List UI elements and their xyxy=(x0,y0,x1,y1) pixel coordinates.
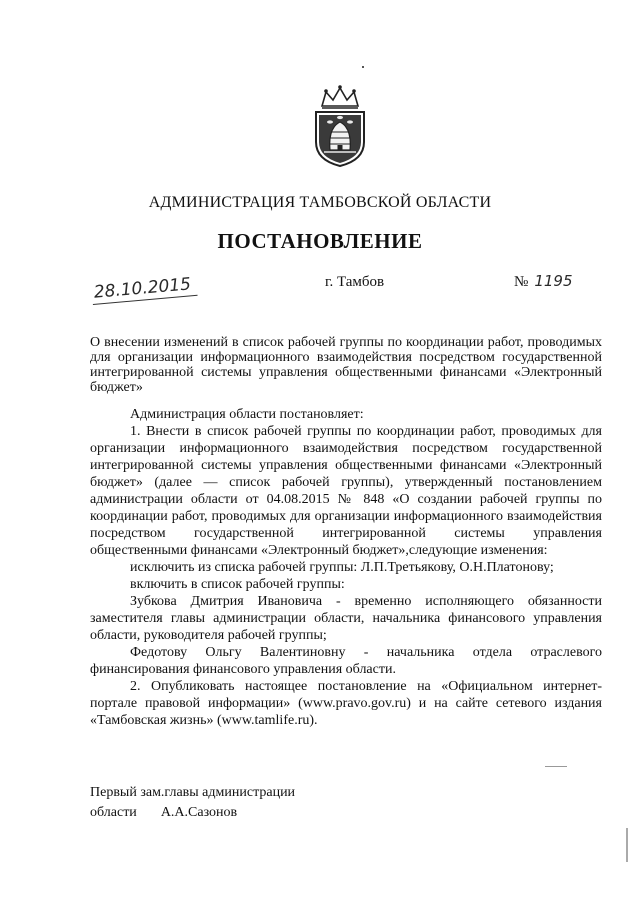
include-paragraph: включить в список рабочей группы: xyxy=(130,577,345,592)
document-city: г. Тамбов xyxy=(325,274,385,290)
member-1-paragraph: Зубкова Дмитрия Ивановича - временно исполняющего обязанности заместителя главы администрации области, начальника финансового управления области, руководителя рабочей группы; xyxy=(90,594,602,643)
item-1-paragraph: 1. Внести в список рабочей группы по координации работ, проводимых для организации информационного взаимодействия посредством государственной интегрированной системы управления общественными финансами «Электронный бюджет» (далее — список рабочей группы), утвержденный постановлением администрации области от 04.08.2015 № 848 «О создании рабочей группы по координации работ, проводимых для организации информационного взаимодействия посредством государственной интегрированной системы управления общественными финансами «Электронный бюджет»,следующие изменения: xyxy=(90,424,602,558)
item-2-paragraph: 2. Опубликовать настоящее постановление на «Официальном интернет-портале правовой информации» (www.pravo.gov.ru) и на сайте сетевого издания «Тамбовская жизнь» (www.tamlife.ru). xyxy=(90,679,602,728)
signatory-title: Первый зам.главы администрации xyxy=(90,785,296,800)
signatory-name: А.А.Сазонов xyxy=(160,805,238,820)
signatory-region: области xyxy=(90,805,137,820)
subject-text: О внесении изменений в список рабочей группы по координации работ, проводимых для организации информационного взаимодействия посредством государственной интегрированной системы управления общественными финансами «Электронный бюджет» xyxy=(90,335,602,395)
scan-edge-mark xyxy=(626,828,628,862)
number-sign: № xyxy=(514,274,529,290)
signatory-line xyxy=(90,805,237,821)
exclude-paragraph: исключить из списка рабочей группы: Л.П.Третьякову, О.Н.Платонову; xyxy=(130,560,554,575)
document-subject xyxy=(90,335,602,395)
tambov-coat-of-arms-icon xyxy=(300,84,380,168)
document-body xyxy=(90,406,602,729)
scan-dash xyxy=(545,766,567,767)
document-date: 28.10.2015 xyxy=(91,274,198,305)
scan-dot xyxy=(362,66,364,68)
document-type-heading: ПОСТАНОВЛЕНИЕ xyxy=(217,229,423,253)
member-2-paragraph: Федотову Ольгу Валентиновну - начальника отдела отраслевого финансирования финансового управления области. xyxy=(90,645,602,677)
document-number xyxy=(514,272,573,291)
number-value: 1195 xyxy=(534,272,573,290)
organization-title: АДМИНИСТРАЦИЯ ТАМБОВСКОЙ ОБЛАСТИ xyxy=(148,194,492,211)
preamble-paragraph: Администрация области постановляет: xyxy=(130,407,364,422)
